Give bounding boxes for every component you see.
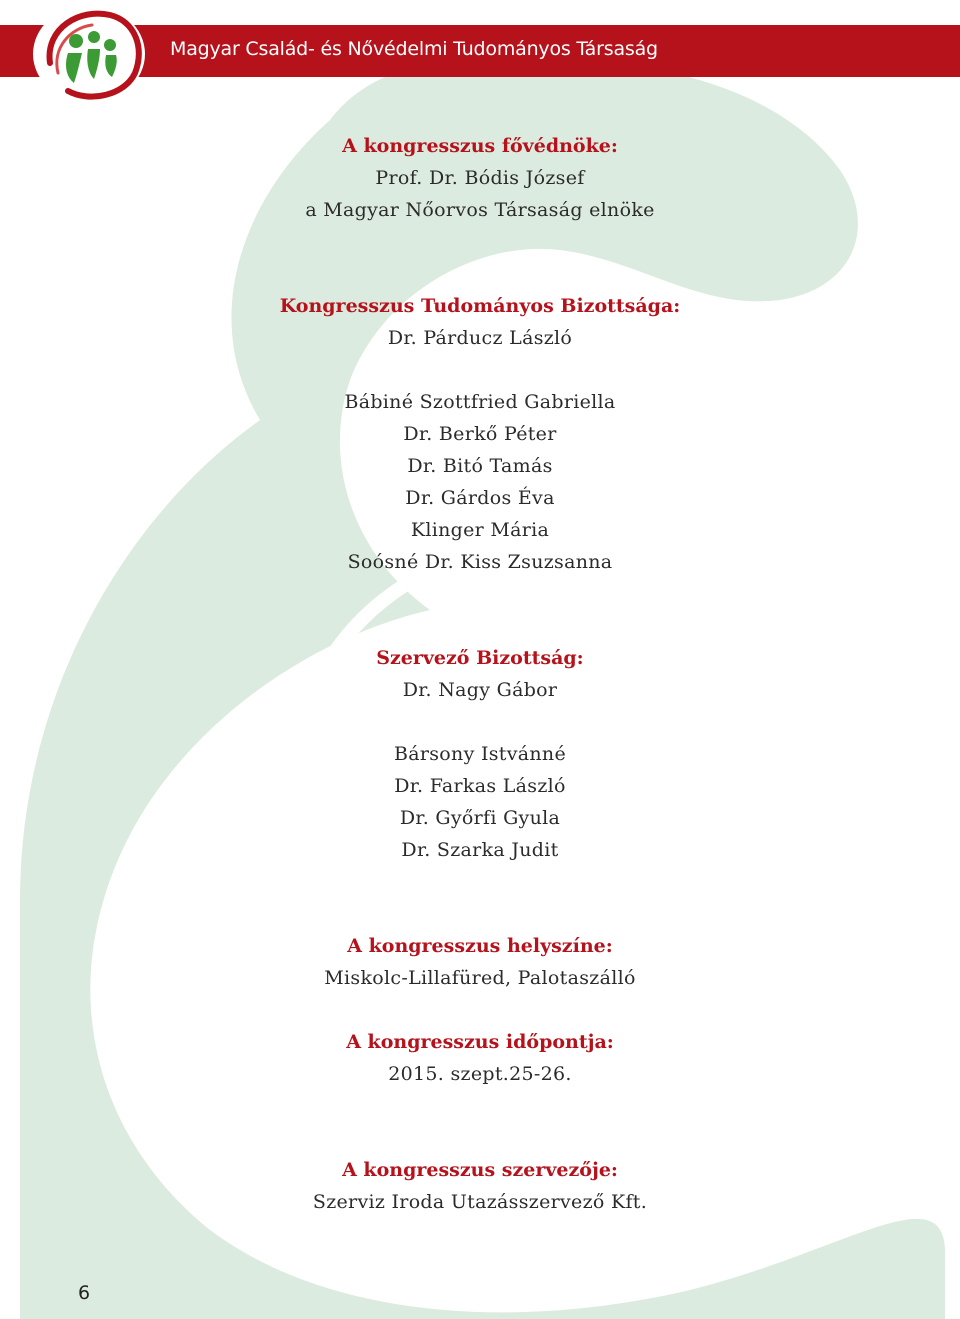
- committee-member: Bársony Istvánné: [393, 743, 567, 765]
- patron-line: Prof. Dr. Bódis József: [375, 167, 585, 189]
- organizing-committee-section: [0, 642, 960, 866]
- committee-member: Dr. Gárdos Éva: [405, 487, 555, 509]
- organization-title: Magyar Család- és Nővédelmi Tudományos Társaság: [170, 38, 658, 60]
- venue-section: [0, 930, 960, 994]
- organizer-value: Szerviz Iroda Utazásszervező Kft.: [312, 1191, 648, 1213]
- venue-heading: A kongresszus helyszíne:: [347, 935, 613, 957]
- scientific-committee-heading: Kongresszus Tudományos Bizottsága:: [279, 295, 681, 317]
- page-number: 6: [78, 1282, 91, 1304]
- committee-member: Dr. Farkas László: [394, 775, 566, 797]
- family-circle-logo-icon: [30, 3, 148, 105]
- scientific-committee-chair: Dr. Párducz László: [387, 327, 573, 349]
- patron-section: [0, 130, 960, 226]
- organizer-section: [0, 1154, 960, 1218]
- committee-member: Soósné Dr. Kiss Zsuzsanna: [347, 551, 613, 573]
- committee-member: Bábiné Szottfried Gabriella: [344, 391, 616, 413]
- committee-member: Dr. Berkő Péter: [403, 423, 557, 445]
- committee-member: Dr. Győrfi Gyula: [399, 807, 561, 829]
- committee-member: Dr. Bitó Tamás: [407, 455, 553, 477]
- organizer-heading: A kongresszus szervezője:: [342, 1159, 618, 1181]
- committee-member: Klinger Mária: [410, 519, 550, 541]
- organizing-committee-heading: Szervező Bizottság:: [376, 647, 584, 669]
- organizing-committee-chair: Dr. Nagy Gábor: [402, 679, 558, 701]
- date-section: [0, 1026, 960, 1090]
- committee-member: Dr. Szarka Judit: [401, 839, 559, 861]
- venue-value: Miskolc-Lillafüred, Palotaszálló: [324, 967, 636, 989]
- date-value: 2015. szept.25-26.: [388, 1063, 572, 1085]
- patron-line: a Magyar Nőorvos Társaság elnöke: [305, 199, 655, 221]
- date-heading: A kongresszus időpontja:: [346, 1031, 614, 1053]
- patron-heading: A kongresszus fővédnöke:: [342, 135, 618, 157]
- document-body: [0, 130, 960, 1218]
- scientific-committee-section: [0, 290, 960, 578]
